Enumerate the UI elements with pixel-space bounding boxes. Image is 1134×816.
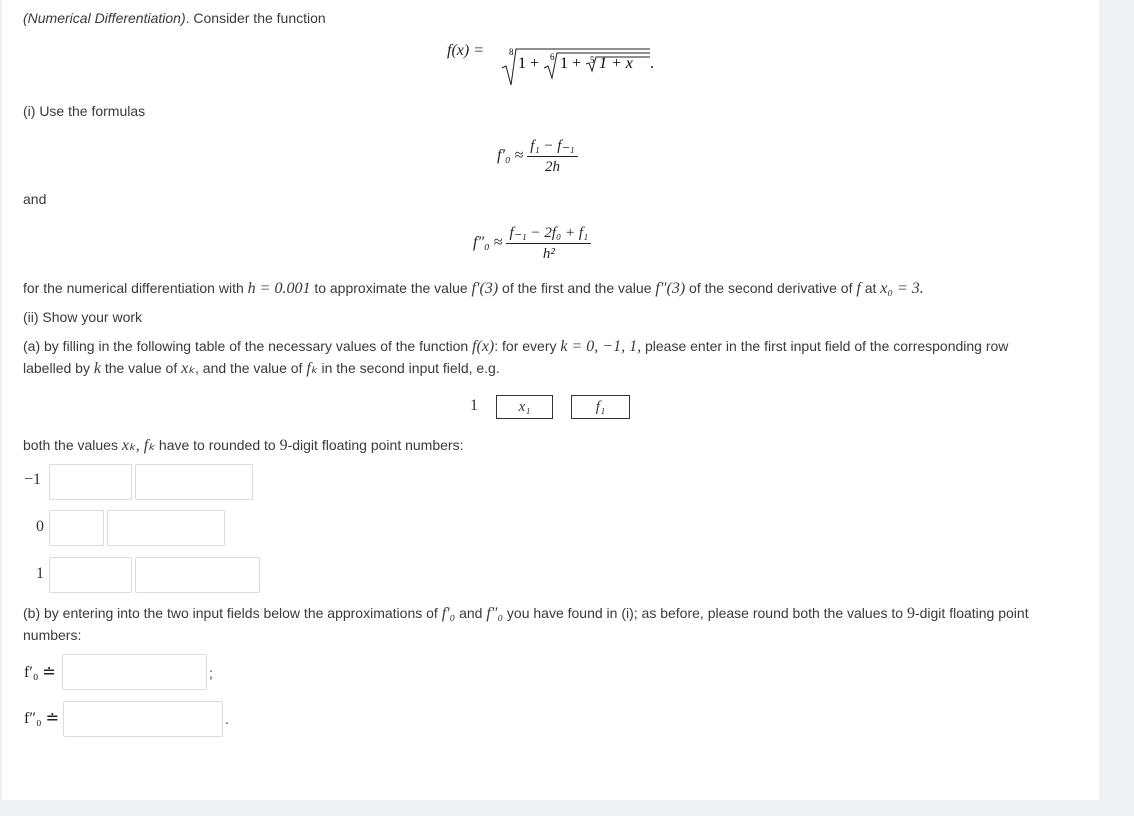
root-index-5: 5 <box>590 55 595 65</box>
example-k-label: 1 <box>470 397 478 414</box>
row-label-k-minus-1: −1 <box>24 471 42 488</box>
first-derivative-formula: f′₀ ≈ $\frac{\text{f₁ − f₋₁}}{2h}$ <box>497 136 578 177</box>
part-a-line1: (a) by filling in the following table of the necessary values of the function f(x): for every k = 0, −1, 1, please enter in the first input field of the corresponding row <box>23 338 1009 355</box>
x-input-k-1[interactable] <box>49 557 132 593</box>
second-derivative-answer-input[interactable] <box>63 701 223 737</box>
rounding-note: both the values xₖ, fₖ have to rounded to 9-digit floating point numbers: <box>23 437 464 454</box>
task-sentence: for the numerical differentiation with h = 0.001 to approximate the value f′(3) of the first and the value f″(3) of the second derivative of f at x₀ = 3. <box>23 280 924 297</box>
second-answer-suffix: . <box>225 711 229 727</box>
part-a-line2: labelled by k the value of xₖ, and the value of fₖ in the second input field, e.g. <box>23 360 500 377</box>
definition-period: . <box>650 55 654 72</box>
example-f-box: f₁ <box>571 395 630 419</box>
part-b-line1: (b) by entering into the two input fields below the approximations of f′₀ and f″₀ you have found in (i); as before, please round both the values to 9-digit floating point <box>23 605 1029 622</box>
first-derivative-fraction: $\frac{\text{f₁ − f₋₁}}{2h}$ <box>527 136 577 177</box>
one-plus-middle: 1 + <box>560 55 582 72</box>
part-i-label: (i) Use the formulas <box>23 103 146 119</box>
f-input-k-1[interactable] <box>135 557 260 593</box>
first-approx-label: f′₀ ≐ <box>24 664 56 681</box>
part-ii-label: (ii) Show your work <box>23 309 143 325</box>
first-answer-suffix: ; <box>209 665 213 681</box>
x-input-k-0[interactable] <box>49 510 104 546</box>
first-derivative-answer-input[interactable] <box>62 654 207 690</box>
row-label-k-0: 0 <box>36 518 44 535</box>
function-definition: f(x) = <box>447 42 484 59</box>
root-index-6: 6 <box>550 52 555 62</box>
part-b-line2: numbers: <box>23 627 82 643</box>
row-label-k-1: 1 <box>36 565 44 582</box>
and-label: and <box>23 191 47 207</box>
example-x-box: x₁ <box>496 395 553 419</box>
one-plus-x-inner: 1 + x <box>599 55 633 72</box>
second-derivative-formula: f″₀ ≈ $\frac{\text{f₋₁ − 2f₀ + f₁}}{\text{h²}}$ <box>473 223 591 264</box>
one-plus-outer: 1 + <box>518 55 540 72</box>
root-index-8: 8 <box>509 47 514 57</box>
second-derivative-fraction: $\frac{\text{f₋₁ − 2f₀ + f₁}}{\text{h²}}$ <box>506 223 591 264</box>
intro-line: (Numerical Differentiation). Consider the function <box>23 10 326 26</box>
topic-label: (Numerical Differentiation) <box>23 10 186 26</box>
x-input-k-minus-1[interactable] <box>49 464 132 500</box>
nested-radical <box>500 40 665 90</box>
second-approx-label: f″₀ ≐ <box>24 710 59 727</box>
f-input-k-0[interactable] <box>107 510 225 546</box>
f-input-k-minus-1[interactable] <box>135 464 253 500</box>
